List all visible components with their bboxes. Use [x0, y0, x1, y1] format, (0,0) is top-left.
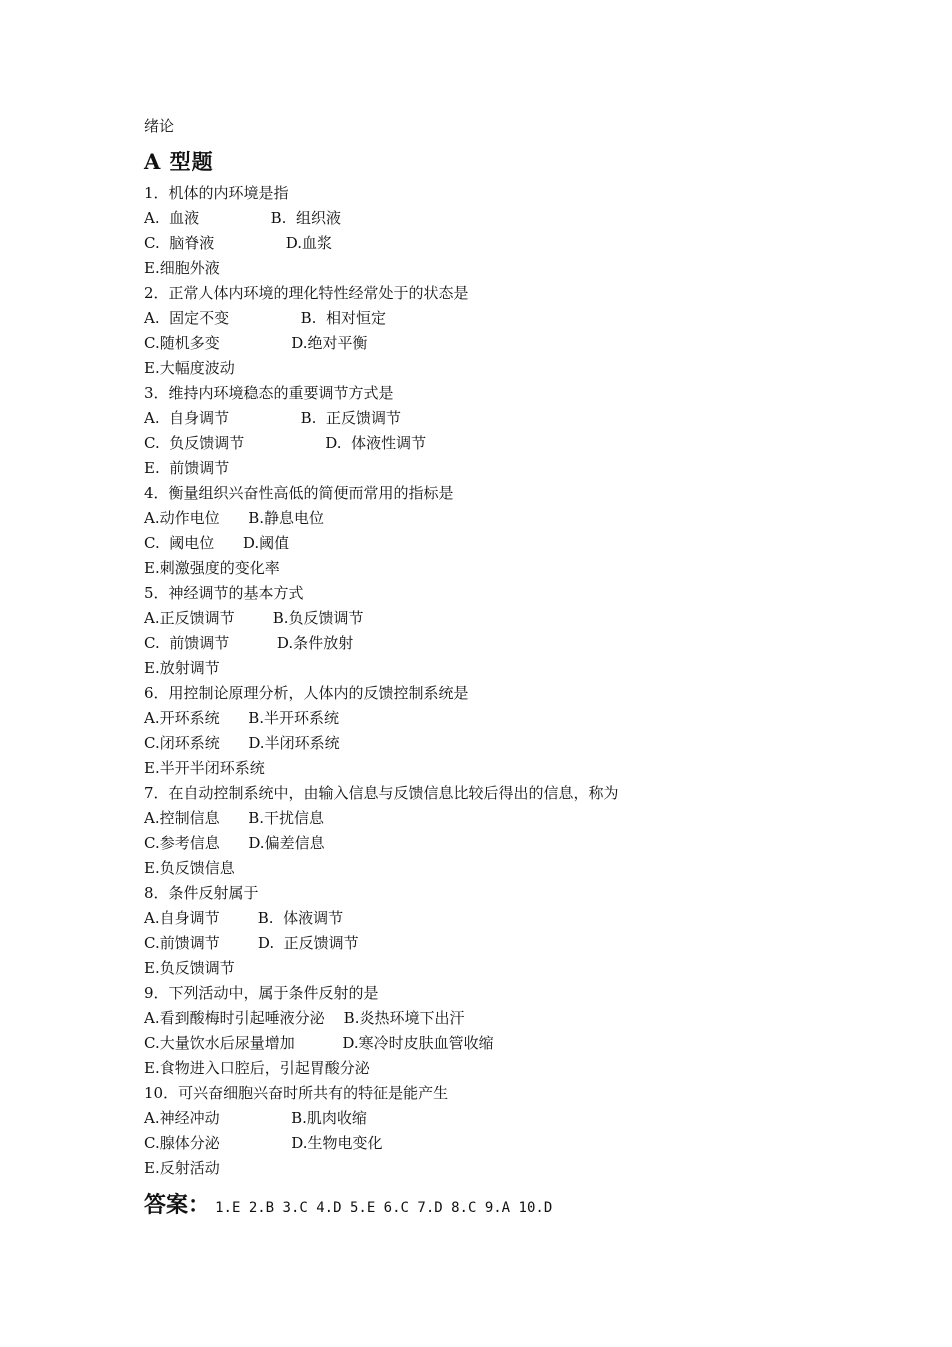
- option-line: A.神经冲动 B.肌肉收缩: [144, 1109, 367, 1127]
- document-page: [144, 112, 844, 1221]
- chapter-title: 绪论: [144, 117, 175, 135]
- question-stem: 6．用控制论原理分析，人体内的反馈控制系统是: [144, 684, 469, 702]
- section-title: A 型题: [144, 149, 214, 174]
- option-line: A.正反馈调节 B.负反馈调节: [144, 609, 364, 627]
- question-10: [144, 1081, 844, 1181]
- option-line: A.看到酸梅时引起唾液分泌 B.炎热环境下出汗: [144, 1009, 465, 1027]
- question-1: [144, 181, 844, 281]
- option-line: A.动作电位 B.静息电位: [144, 509, 325, 527]
- option-line: C.参考信息 D.偏差信息: [144, 834, 325, 852]
- option-line: E.大幅度波动: [144, 359, 235, 377]
- option-line: C. 阈电位 D.阈值: [144, 534, 290, 552]
- option-line: E.放射调节: [144, 659, 220, 677]
- question-9: [144, 981, 844, 1081]
- option-line: E.食物进入口腔后，引起胃酸分泌: [144, 1059, 370, 1077]
- option-line: A.自身调节 B. 体液调节: [144, 909, 344, 927]
- question-stem: 5．神经调节的基本方式: [144, 584, 304, 602]
- option-line: C. 脑脊液 D.血浆: [144, 234, 333, 252]
- answer-key: [144, 1189, 844, 1221]
- option-line: C. 前馈调节 D.条件放射: [144, 634, 354, 652]
- answer-values: 1.E 2.B 3.C 4.D 5.E 6.C 7.D 8.C 9.A 10.D: [215, 1200, 553, 1216]
- option-line: C. 负反馈调节 D. 体液性调节: [144, 434, 427, 452]
- option-line: A. 自身调节 B. 正反馈调节: [144, 409, 401, 427]
- option-line: E.反射活动: [144, 1159, 220, 1177]
- option-line: E.负反馈调节: [144, 959, 235, 977]
- question-3: [144, 381, 844, 481]
- answer-label: 答案：: [144, 1192, 211, 1218]
- option-line: A. 血液 B. 组织液: [144, 209, 341, 227]
- option-line: C.腺体分泌 D.生物电变化: [144, 1134, 383, 1152]
- question-stem: 8．条件反射属于: [144, 884, 259, 902]
- question-stem: 3．维持内环境稳态的重要调节方式是: [144, 384, 394, 402]
- option-line: E.负反馈信息: [144, 859, 235, 877]
- question-stem: 1．机体的内环境是指: [144, 184, 289, 202]
- question-list: [144, 181, 844, 1181]
- option-line: E.刺激强度的变化率: [144, 559, 280, 577]
- question-stem: 10．可兴奋细胞兴奋时所共有的特征是能产生: [144, 1084, 449, 1102]
- question-7: [144, 781, 844, 881]
- question-stem: 2．正常人体内环境的理化特性经常处于的状态是: [144, 284, 469, 302]
- question-8: [144, 881, 844, 981]
- question-6: [144, 681, 844, 781]
- option-line: C.大量饮水后尿量增加 D.寒冷时皮肤血管收缩: [144, 1034, 494, 1052]
- option-line: C.随机多变 D.绝对平衡: [144, 334, 368, 352]
- question-2: [144, 281, 844, 381]
- option-line: E. 前馈调节: [144, 459, 230, 477]
- option-line: E.半开半闭环系统: [144, 759, 265, 777]
- question-4: [144, 481, 844, 581]
- option-line: C.闭环系统 D.半闭环系统: [144, 734, 340, 752]
- question-5: [144, 581, 844, 681]
- option-line: A.控制信息 B.干扰信息: [144, 809, 325, 827]
- question-stem: 7．在自动控制系统中，由输入信息与反馈信息比较后得出的信息，称为: [144, 784, 619, 802]
- question-stem: 9．下列活动中，属于条件反射的是: [144, 984, 379, 1002]
- option-line: E.细胞外液: [144, 259, 220, 277]
- question-stem: 4．衡量组织兴奋性高低的简便而常用的指标是: [144, 484, 454, 502]
- option-line: A. 固定不变 B. 相对恒定: [144, 309, 386, 327]
- option-line: A.开环系统 B.半开环系统: [144, 709, 340, 727]
- option-line: C.前馈调节 D. 正反馈调节: [144, 934, 359, 952]
